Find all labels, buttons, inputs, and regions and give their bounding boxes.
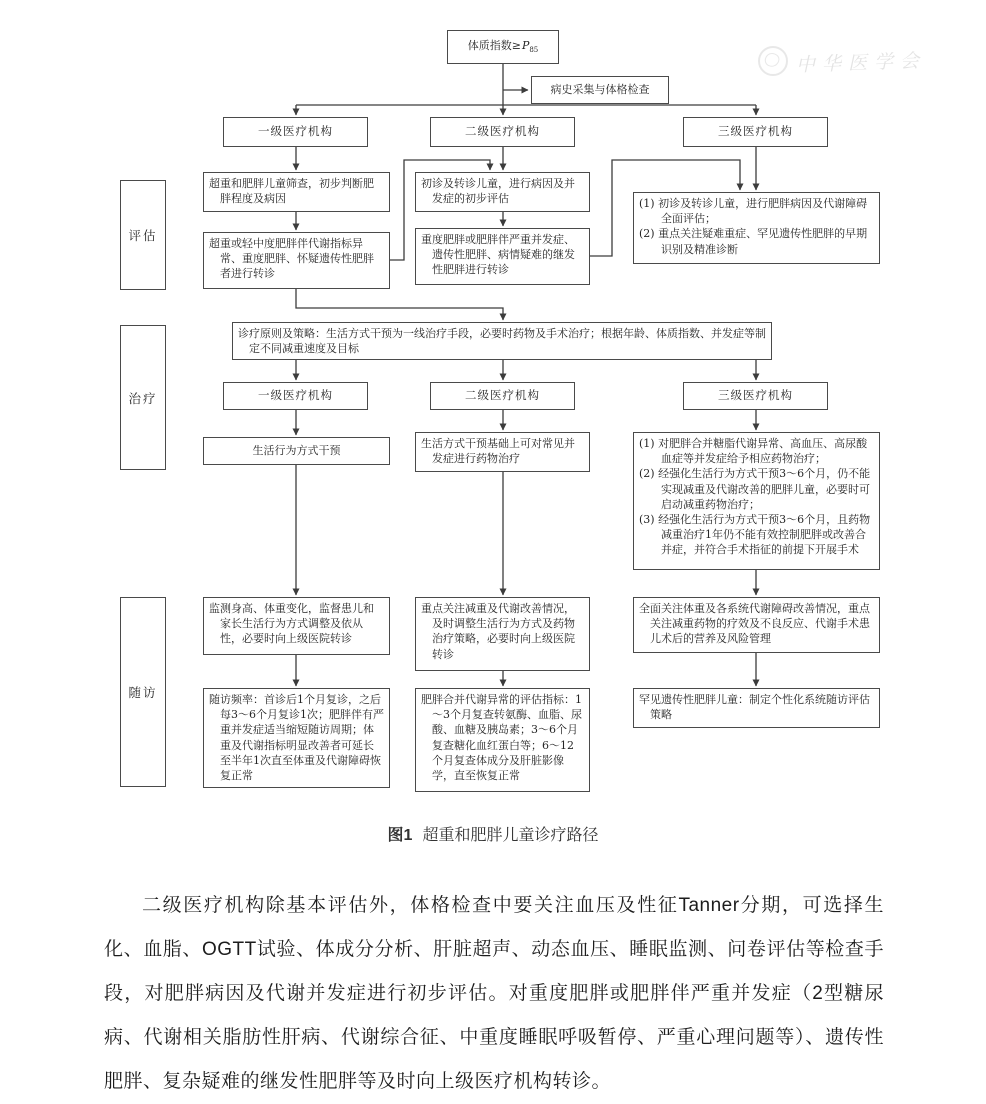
assessment-level1-refer-box: 超重或轻中度肥胖伴代谢指标异常、重度肥胖、怀疑遗传性肥胖者进行转诊 xyxy=(203,232,390,289)
assessment-level2-initial-box: 初诊及转诊儿童，进行病因及并发症的初步评估 xyxy=(415,172,590,212)
followup-level2-monitor-box: 重点关注减重及代谢改善情况，及时调整生活行为方式及药物治疗策略，必要时向上级医院转诊 xyxy=(415,597,590,671)
followup-level3-monitor-box: 全面关注体重及各系统代谢障碍改善情况，重点关注减重药物的疗效及不良反应、代谢手术患儿术后的营养及风险管理 xyxy=(633,597,880,653)
bmi-threshold-box xyxy=(447,30,559,64)
institution-level3-treat: 三级医疗机构 xyxy=(683,382,828,410)
institution-level2-treat: 二级医疗机构 xyxy=(430,382,575,410)
watermark-logo xyxy=(752,38,927,84)
section-label-treatment: 治疗 xyxy=(120,325,166,470)
section-label-assessment: 评估 xyxy=(120,180,166,290)
bmi-percentile-subscript: 85 xyxy=(529,46,539,55)
bmi-prefix: 体质指数≥ xyxy=(467,39,521,53)
followup-level1-monitor-box: 监测身高、体重变化，监督患儿和家长生活行为方式调整及依从性，必要时向上级医院转诊 xyxy=(203,597,390,655)
bmi-variable: P xyxy=(521,39,530,53)
assessment-level2-refer-box: 重度肥胖或肥胖伴严重并发症、遗传性肥胖、病情疑难的继发性肥胖进行转诊 xyxy=(415,228,590,285)
treatment-strategy-box: 诊疗原则及策略：生活方式干预为一线治疗手段，必要时药物及手术治疗；根据年龄、体质指数、并发症等制定不同减重速度及目标 xyxy=(232,322,772,360)
treatment-level1-box: 生活行为方式干预 xyxy=(203,437,390,465)
assessment-level1-screen-box: 超重和肥胖儿童筛查，初步判断肥胖程度及病因 xyxy=(203,172,390,212)
treatment-level3-box: (1) 对肥胖合并糖脂代谢异常、高血压、高尿酸血症等并发症给予相应药物治疗； (2) 经强化生活行为方式干预3～6个月，仍不能实现减重及代谢改善的肥胖儿童，必要时可启动减重药物治疗； (3) 经强化生活行为方式干预3～6个月，且药物减重治疗1年仍不能有效控制肥胖或改善合并症，并符合手术指征的前提下开展手术 xyxy=(633,432,880,570)
followup-level2-indicators-box: 肥胖合并代谢异常的评估指标：1～3个月复查转氨酶、血脂、尿酸、血糖及胰岛素；3～6个月复查糖化血红蛋白等；6～12个月复查体成分及肝脏影像学，直至恢复正常 xyxy=(415,688,590,792)
assessment-level3-box: (1) 初诊及转诊儿童，进行肥胖病因及代谢障碍全面评估； (2) 重点关注疑难重症、罕见遗传性肥胖的早期识别及精准诊断 xyxy=(633,192,880,264)
watermark-emblem-icon xyxy=(758,46,788,76)
treatment-level2-box: 生活方式干预基础上可对常见并发症进行药物治疗 xyxy=(415,432,590,472)
followup-level1-frequency-box: 随访频率：首诊后1个月复诊，之后每3～6个月复诊1次；肥胖伴有严重并发症适当缩短随访周期；体重及代谢指标明显改善者可延长至半年1次直至体重及代谢障碍恢复正常 xyxy=(203,688,390,788)
followup-level3-rare-box: 罕见遗传性肥胖儿童：制定个性化系统随访评估策略 xyxy=(633,688,880,728)
history-exam-box: 病史采集与体格检查 xyxy=(531,76,669,104)
institution-level1-eval: 一级医疗机构 xyxy=(223,117,368,147)
figure-caption-title: 超重和肥胖儿童诊疗路径 xyxy=(422,827,599,844)
body-paragraph: 二级医疗机构除基本评估外，体格检查中要关注血压及性征Tanner分期，可选择生化、血脂、OGTT试验、体成分分析、肝脏超声、动态血压、睡眠监测、问卷评估等检查手段，对肥胖病因及代谢并发症进行初步评估。对重度肥胖或肥胖伴严重并发症（2型糖尿病、代谢相关脂肪性肝病、代谢综合征、中重度睡眠呼吸暂停、严重心理问题等）、遗传性肥胖、复杂疑难的继发性肥胖等及时向上级医疗机构转诊。 xyxy=(104,895,884,1092)
institution-level2-eval: 二级医疗机构 xyxy=(430,117,575,147)
section-label-followup: 随访 xyxy=(120,597,166,787)
figure-caption-tag: 图1 xyxy=(387,827,413,844)
figure-caption xyxy=(0,822,986,845)
institution-level3-eval: 三级医疗机构 xyxy=(683,117,828,147)
institution-level1-treat: 一级医疗机构 xyxy=(223,382,368,410)
watermark-text: 中华医学会 xyxy=(795,49,927,77)
